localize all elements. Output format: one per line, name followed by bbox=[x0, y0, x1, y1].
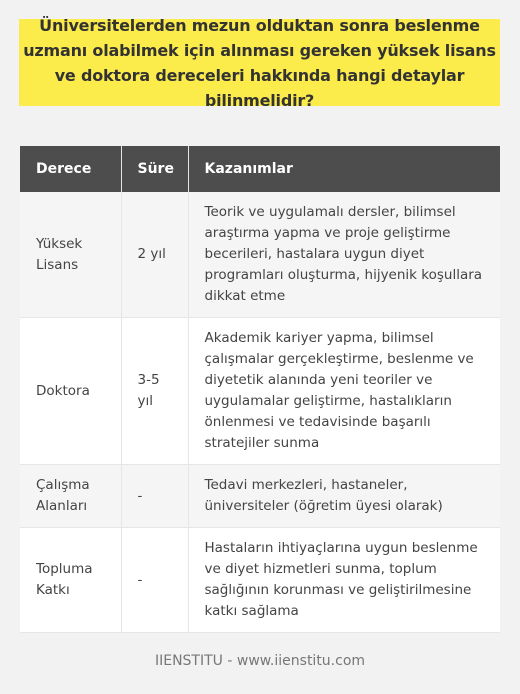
cell-derece: Doktora bbox=[20, 318, 121, 465]
degree-table bbox=[20, 146, 500, 633]
table-row bbox=[20, 318, 500, 465]
cell-derece: Çalışma Alanları bbox=[20, 465, 121, 528]
table-row bbox=[20, 192, 500, 318]
table-header-row bbox=[20, 146, 500, 192]
cell-kazanimlar: Akademik kariyer yapma, bilimsel çalışmalar gerçekleştirme, beslenme ve diyetetik alanında yeni teoriler ve uygulamalar geliştirme, hastalıkların önlenmesi ve tedavisinde başarılı stratejiler sunma bbox=[188, 318, 500, 465]
cell-kazanimlar: Tedavi merkezleri, hastaneler, üniversiteler (öğretim üyesi olarak) bbox=[188, 465, 500, 528]
footer-credit: IIENSTITU - www.iienstitu.com bbox=[154, 653, 366, 669]
cell-sure: - bbox=[121, 528, 188, 633]
cell-kazanimlar: Teorik ve uygulamalı dersler, bilimsel araştırma yapma ve proje geliştirme becerileri, hastalara uygun diyet programları oluşturma, hijyenik koşullara dikkat etme bbox=[188, 192, 500, 318]
cell-derece: Topluma Katkı bbox=[20, 528, 121, 633]
column-header-kazanimlar: Kazanımlar bbox=[188, 146, 500, 192]
cell-sure: - bbox=[121, 465, 188, 528]
table-row bbox=[20, 528, 500, 633]
title-banner bbox=[19, 15, 500, 110]
cell-derece: Yüksek Lisans bbox=[20, 192, 121, 318]
cell-sure: 3-5 yıl bbox=[121, 318, 188, 465]
column-header-derece: Derece bbox=[20, 146, 121, 192]
table-row bbox=[20, 465, 500, 528]
column-header-sure: Süre bbox=[121, 146, 188, 192]
cell-sure: 2 yıl bbox=[121, 192, 188, 318]
cell-kazanimlar: Hastaların ihtiyaçlarına uygun beslenme ve diyet hizmetleri sunma, toplum sağlığının korunması ve geliştirilmesine katkı sağlama bbox=[188, 528, 500, 633]
page-title: Üniversitelerden mezun olduktan sonra beslenme uzmanı olabilmek için alınması gereken yüksek lisans ve doktora dereceleri hakkında hangi detaylar bilinmelidir? bbox=[23, 15, 496, 110]
